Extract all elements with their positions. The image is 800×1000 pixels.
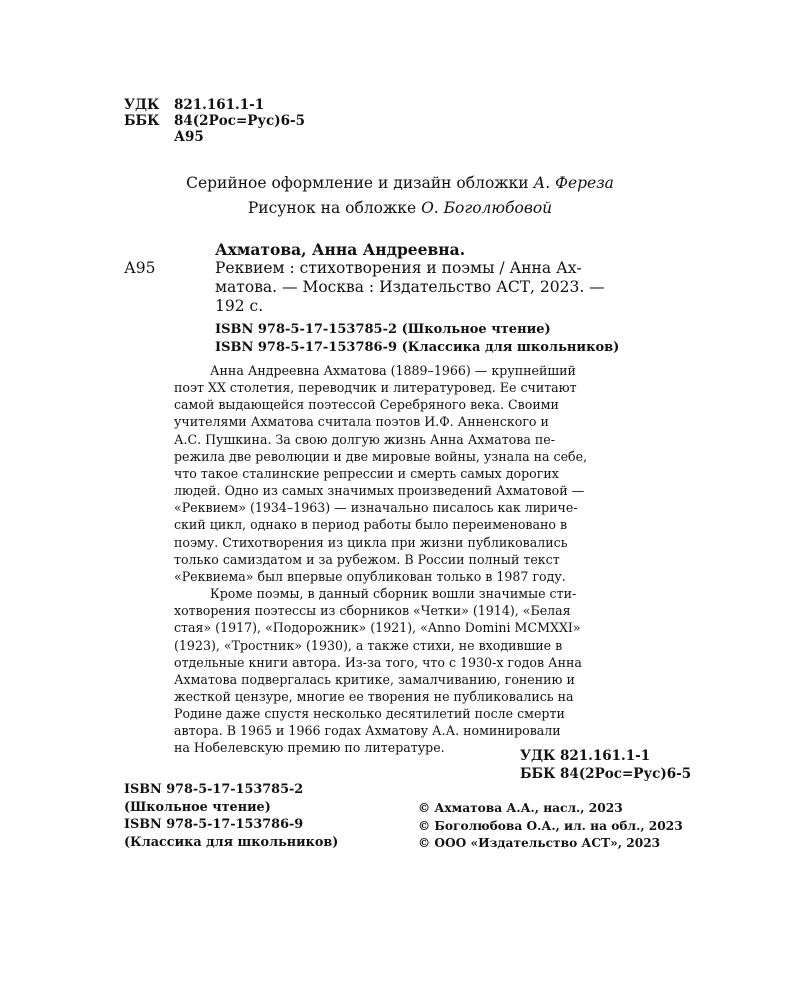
bbk-label: ББК xyxy=(124,113,160,129)
citation-entry xyxy=(124,259,716,278)
annotation xyxy=(174,362,714,757)
annotation-line: Родине даже спустя несколько десятилетий после смерти xyxy=(174,706,565,722)
annotation-line: (1923), «Тростник» (1930), а также стихи, не входившие в xyxy=(174,637,563,653)
citation-author: Ахматова, Анна Андреевна. xyxy=(215,240,466,259)
classification-codes xyxy=(124,97,305,145)
annotation-line: ский цикл, однако в период работы было переименовано в xyxy=(174,517,568,533)
annotation-line: только самиздатом и за рубежом. В России полный текст xyxy=(174,551,560,567)
annotation-line: Анна Андреевна Ахматова (1889–1966) — крупнейший xyxy=(210,363,576,378)
design-credit-name: А. Фереза xyxy=(533,174,614,192)
citation-line: 192 с. xyxy=(215,297,264,315)
annotation-line: стая» (1917), «Подорожник» (1921), «Anno Domini MCMXXI» xyxy=(174,620,581,636)
copyright-line: © Ахматова А.А., насл., 2023 xyxy=(418,801,623,815)
annotation-line: хотворения поэтессы из сборников «Четки» (1914), «Белая xyxy=(174,603,571,619)
bbk-row xyxy=(124,113,305,129)
cover-credit xyxy=(0,199,800,217)
annotation-line: «Реквием» (1934–1963) — изначально писалось как лириче- xyxy=(174,500,578,516)
udk-label: УДК xyxy=(124,97,160,113)
udk-value: 821.161.1-1 xyxy=(174,97,265,113)
annotation-line: режила две революции и две мировые войны, узнала на себе, xyxy=(174,448,588,464)
citation-line: Реквием : стихотворения и поэмы / Анна Ах- xyxy=(215,259,582,277)
annotation-line: поэму. Стихотворения из цикла при жизни публиковались xyxy=(174,534,568,550)
citation-line: матова. — Москва : Издательство АСТ, 2023. — xyxy=(215,278,605,296)
isbn-series: (Классика для школьников) xyxy=(124,834,339,850)
author-mark-row xyxy=(124,129,305,145)
annotation-paragraph-2 xyxy=(174,585,714,757)
annotation-paragraph-1 xyxy=(174,362,714,585)
annotation-line: людей. Одно из самых значимых произведений Ахматовой — xyxy=(174,483,585,499)
isbn-line: ISBN 978-5-17-153786-9 (Классика для школьников) xyxy=(215,340,620,355)
author-mark: А95 xyxy=(174,129,204,145)
annotation-line: на Нобелевскую премию по литературе. xyxy=(174,740,445,756)
annotation-line: что такое сталинские репрессии и смерть самых дорогих xyxy=(174,465,559,481)
annotation-line: Ахматова подвергалась критике, замалчиванию, гонению и xyxy=(174,671,575,687)
annotation-line: Кроме поэмы, в данный сборник вошли значимые сти- xyxy=(210,586,577,602)
annotation-line: жесткой цензуре, многие ее творения не публиковались на xyxy=(174,688,574,704)
isbn-list-bottom xyxy=(124,781,338,851)
annotation-line: автора. В 1965 и 1966 годах Ахматову А.А. номинировали xyxy=(174,723,561,739)
annotation-line: А.С. Пушкина. За свою долгую жизнь Анна Ахматова пе- xyxy=(174,431,555,447)
citation-mark: А95 xyxy=(124,259,156,277)
isbn-list-top xyxy=(215,321,619,357)
bbk-value: 84(2Рос=Рус)6-5 xyxy=(174,113,306,129)
annotation-line: отдельные книги автора. Из-за того, что с 1930-х годов Анна xyxy=(174,654,582,670)
isbn-line: ISBN 978-5-17-153786-9 xyxy=(124,817,304,832)
design-credit-text: Серийное оформление и дизайн обложки xyxy=(186,174,529,192)
copyright-line: © ООО «Издательство АСТ», 2023 xyxy=(418,836,661,850)
isbn-series: (Школьное чтение) xyxy=(124,799,271,815)
udk-row xyxy=(124,97,305,113)
annotation-line: поэт XX столетия, переводчик и литературовед. Ее считают xyxy=(174,380,577,396)
annotation-line: «Реквиема» был впервые опубликован только в 1987 году. xyxy=(174,568,566,584)
design-credit xyxy=(0,174,800,192)
bibliographic-citation xyxy=(124,240,716,316)
classification-codes-bottom xyxy=(520,747,691,783)
annotation-line: учителями Ахматова считала поэтов И.Ф. Анненского и xyxy=(174,414,549,430)
cover-credit-name: О. Боголюбовой xyxy=(421,199,553,217)
copyright-line: © Боголюбова О.А., ил. на обл., 2023 xyxy=(418,818,683,833)
udk-bottom: УДК 821.161.1-1 xyxy=(520,748,651,764)
cover-credit-text: Рисунок на обложке xyxy=(247,199,417,217)
annotation-line: самой выдающейся поэтессой Серебряного века. Своими xyxy=(174,397,559,413)
isbn-line: ISBN 978-5-17-153785-2 (Школьное чтение) xyxy=(215,322,551,337)
isbn-line: ISBN 978-5-17-153785-2 xyxy=(124,782,304,797)
bbk-bottom: ББК 84(2Рос=Рус)6-5 xyxy=(520,766,692,782)
copyright-notices xyxy=(418,800,683,853)
